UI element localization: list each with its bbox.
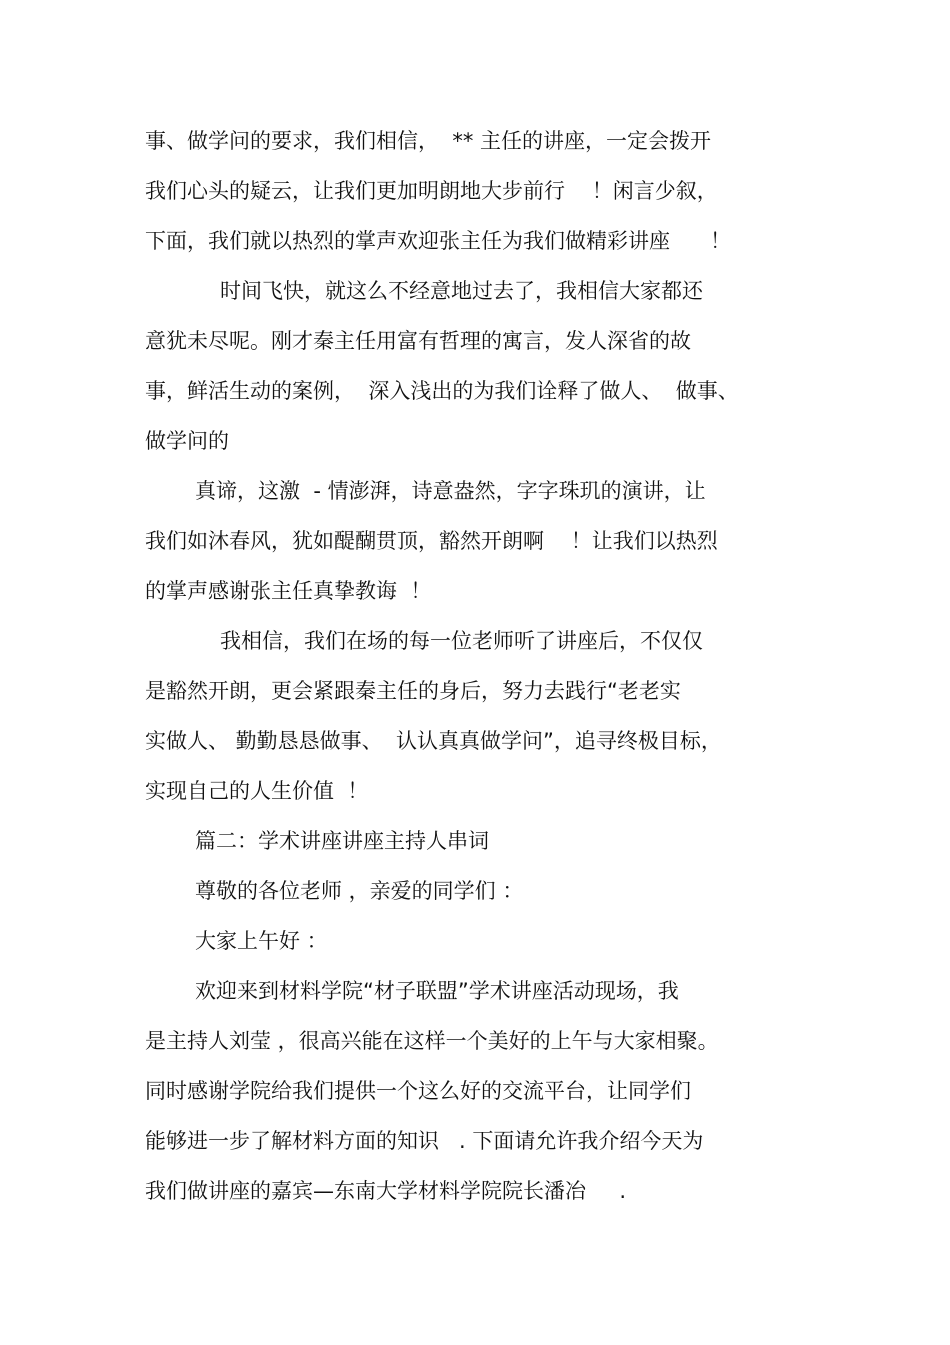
text-line: 是主持人刘莹 ，很高兴能在这样一个美好的上午与大家相聚。	[145, 1029, 719, 1053]
text-line: 做学问的	[145, 429, 229, 453]
text-line: 时间飞快，就这么不经意地过去了，我相信大家都还	[220, 279, 703, 303]
text-line: 是豁然开朗，更会紧跟秦主任的身后，努力去践行“老老实	[145, 679, 681, 703]
text-line: 能够进一步了解材料方面的知识 . 下面请允许我介绍今天为	[145, 1129, 704, 1153]
text-line: 的掌声感谢张主任真挚教诲 ！	[145, 579, 432, 603]
text-line: 实现自己的人生价值 ！	[145, 779, 369, 803]
text-line: 同时感谢学院给我们提供一个这么好的交流平台，让同学们	[145, 1079, 691, 1103]
text-line: 欢迎来到材料学院“材子联盟”学术讲座活动现场，我	[195, 979, 679, 1003]
text-line: 我们心头的疑云，让我们更加明朗地大步前行 ！闲言少叙，	[145, 179, 718, 203]
text-line: 尊敬的各位老师 ，亲爱的同学们 ：	[195, 879, 524, 903]
text-line: 我相信，我们在场的每一位老师听了讲座后，不仅仅	[220, 629, 703, 653]
text-line: 真谛，这激 - 情澎湃，诗意盎然，字字珠玑的演讲，让	[195, 479, 706, 503]
text-line: 事，鲜活生动的案例， 深入浅出的为我们诠释了做人、 做事、	[145, 379, 739, 403]
section-heading: 篇二：学术讲座讲座主持人串词	[195, 829, 489, 853]
text-line: 事、做学问的要求，我们相信， ** 主任的讲座，一定会拨开	[145, 129, 712, 153]
text-line: 下面，我们就以热烈的掌声欢迎张主任为我们做精彩讲座 ！	[145, 229, 732, 253]
text-line: 我们如沐春风，犹如醍醐贯顶，豁然开朗啊 ！让我们以热烈	[145, 529, 718, 553]
text-line: 我们做讲座的嘉宾—东南大学材料学院院长潘冶 .	[145, 1179, 627, 1203]
text-line: 实做人、 勤勤恳恳做事、 认认真真做学问”，追寻终极目标，	[145, 729, 722, 753]
text-line: 大家上午好 ：	[195, 929, 328, 953]
text-line: 意犹未尽呢。刚才秦主任用富有哲理的寓言，发人深省的故	[145, 329, 691, 353]
